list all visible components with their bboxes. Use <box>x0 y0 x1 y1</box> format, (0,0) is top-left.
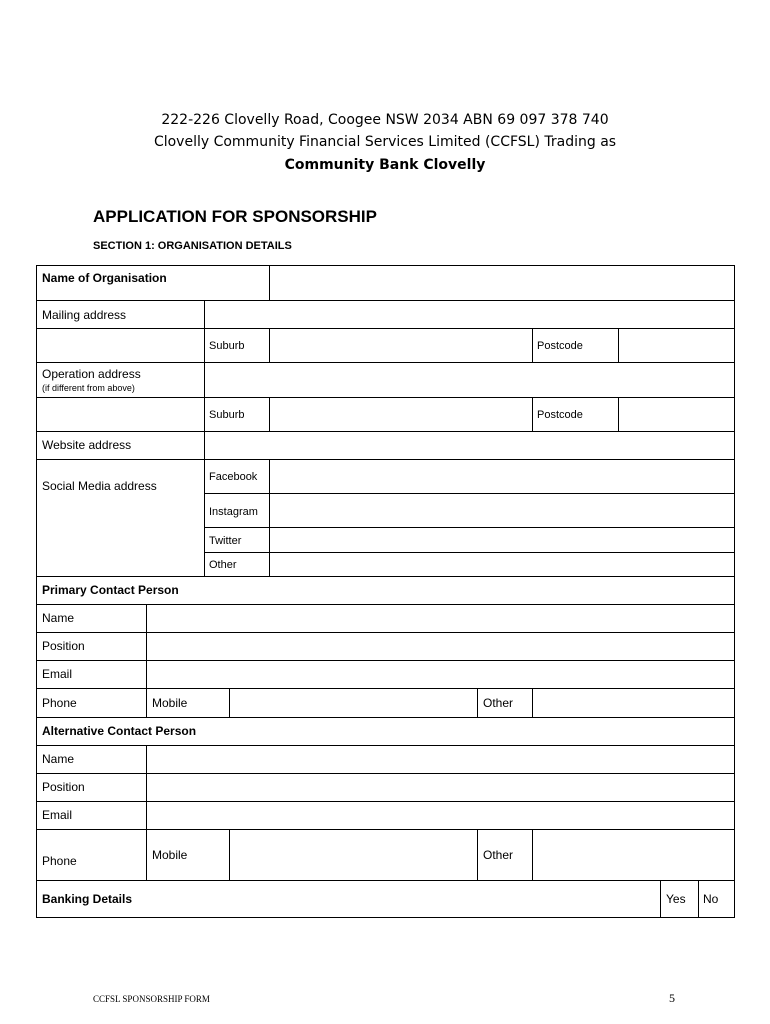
label-social-other: Other <box>209 559 237 571</box>
label-alternative-contact: Alternative Contact Person <box>42 724 197 738</box>
label-alt-mobile: Mobile <box>152 848 188 862</box>
twitter-field[interactable] <box>271 529 733 551</box>
primary-position-field[interactable] <box>148 634 733 659</box>
primary-email-field[interactable] <box>148 662 733 687</box>
operation-suburb-field[interactable] <box>271 399 531 430</box>
alt-other-phone-field[interactable] <box>534 831 733 879</box>
company-line: Clovelly Community Financial Services Limited (CCFSL) Trading as <box>153 134 617 150</box>
label-primary-phone: Phone <box>42 696 77 710</box>
primary-mobile-field[interactable] <box>231 690 476 716</box>
label-mailing-address: Mailing address <box>42 308 127 322</box>
label-primary-name: Name <box>42 611 75 625</box>
label-operation-note: (if different from above) <box>42 383 135 393</box>
label-banking-details: Banking Details <box>42 892 133 906</box>
label-alt-other: Other <box>483 848 514 862</box>
option-yes[interactable]: Yes <box>666 892 686 906</box>
organisation-name-field[interactable] <box>271 267 733 299</box>
label-operation-postcode: Postcode <box>537 409 583 421</box>
label-website-address: Website address <box>42 438 132 452</box>
address-line: 222-226 Clovelly Road, Coogee NSW 2034 ABN 69 097 378 740 <box>161 112 609 128</box>
page-number: 5 <box>669 991 675 1005</box>
label-social-media-address: Social Media address <box>42 479 157 493</box>
label-instagram: Instagram <box>209 506 258 518</box>
label-primary-mobile: Mobile <box>152 696 188 710</box>
label-alt-position: Position <box>42 780 85 794</box>
primary-name-field[interactable] <box>148 606 733 631</box>
label-operation-address: Operation address <box>42 367 141 381</box>
alt-mobile-field[interactable] <box>231 831 476 879</box>
website-field[interactable] <box>206 433 733 458</box>
mailing-address-field[interactable] <box>206 302 733 327</box>
option-no[interactable]: No <box>703 892 719 906</box>
operation-address-field[interactable] <box>206 364 733 396</box>
alt-position-field[interactable] <box>148 775 733 800</box>
label-alt-email: Email <box>42 808 73 822</box>
label-alt-name: Name <box>42 752 75 766</box>
primary-other-phone-field[interactable] <box>534 690 733 716</box>
mailing-suburb-field[interactable] <box>271 330 531 361</box>
footer-form-name: CCFSL SPONSORSHIP FORM <box>93 994 210 1004</box>
label-twitter: Twitter <box>209 535 242 547</box>
trading-name: Community Bank Clovelly <box>284 157 486 173</box>
operation-postcode-field[interactable] <box>620 399 733 430</box>
label-facebook: Facebook <box>209 471 258 483</box>
mailing-postcode-field[interactable] <box>620 330 733 361</box>
section-title: SECTION 1: ORGANISATION DETAILS <box>93 240 292 252</box>
facebook-field[interactable] <box>271 461 733 492</box>
alt-name-field[interactable] <box>148 747 733 772</box>
instagram-field[interactable] <box>271 495 733 526</box>
label-mailing-suburb: Suburb <box>209 340 245 352</box>
label-primary-other: Other <box>483 696 514 710</box>
label-name-of-organisation: Name of Organisation <box>42 271 167 285</box>
label-primary-contact: Primary Contact Person <box>42 583 179 597</box>
label-operation-suburb: Suburb <box>209 409 245 421</box>
alt-email-field[interactable] <box>148 803 733 828</box>
label-primary-email: Email <box>42 667 73 681</box>
label-primary-position: Position <box>42 639 85 653</box>
form-title: APPLICATION FOR SPONSORSHIP <box>93 207 377 226</box>
label-mailing-postcode: Postcode <box>537 340 583 352</box>
social-other-field[interactable] <box>271 554 733 575</box>
label-alt-phone: Phone <box>42 854 77 868</box>
